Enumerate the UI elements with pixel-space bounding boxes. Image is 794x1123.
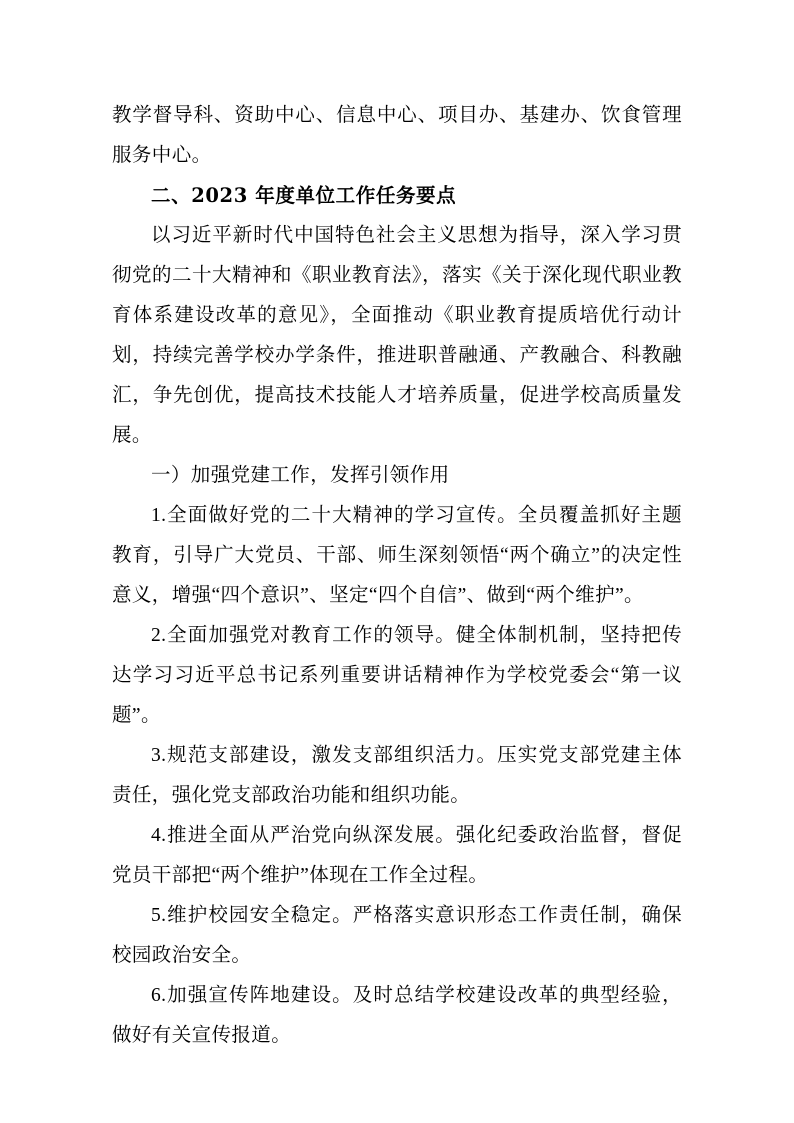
list-item-5: 5.维护校园安全稳定。严格落实意识形态工作责任制，确保校园政治安全。 [112, 905, 682, 966]
section-heading-two: 二、2023 年度单位工作任务要点 [151, 184, 457, 207]
list-item-1: 1.全面做好党的二十大精神的学习宣传。全员覆盖抓好主题教育，引导广大党员、干部、师生深刻领悟“两个确立”的决定性意义，增强“四个意识”、坚定“四个自信”、做到“两个维护”。 [112, 505, 682, 606]
paragraph-guiding-ideology: 以习近平新时代中国特色社会主义思想为指导，深入学习贯彻党的二十大精神和《职业教育法》，落实《关于深化现代职业教育体系建设改革的意见》，全面推动《职业教育提质培优行动计划，持续完善学校办学条件，推进职普融通、产教融合、科教融汇，争先创优，提高技术技能人才培养质量，促进学校高质量发展。 [112, 225, 682, 446]
document-body [112, 96, 682, 1056]
subsection-heading-party-building: 一）加强党建工作，发挥引领作用 [151, 465, 450, 486]
list-item-6: 6.加强宣传阵地建设。及时总结学校建设改革的典型经验，做好有关宣传报道。 [112, 985, 682, 1046]
list-item-3: 3.规范支部建设，激发支部组织活力。压实党支部党建主体责任，强化党支部政治功能和组织功能。 [112, 745, 682, 806]
list-item-4: 4.推进全面从严治党向纵深发展。强化纪委政治监督，督促党员干部把“两个维护”体现在工作全过程。 [112, 825, 682, 886]
paragraph-department-list: 教学督导科、资助中心、信息中心、项目办、基建办、饮食管理服务中心。 [112, 105, 682, 166]
list-item-2: 2.全面加强党对教育工作的领导。健全体制机制，坚持把传达学习习近平总书记系列重要讲话精神作为学校党委会“第一议题”。 [112, 625, 682, 726]
